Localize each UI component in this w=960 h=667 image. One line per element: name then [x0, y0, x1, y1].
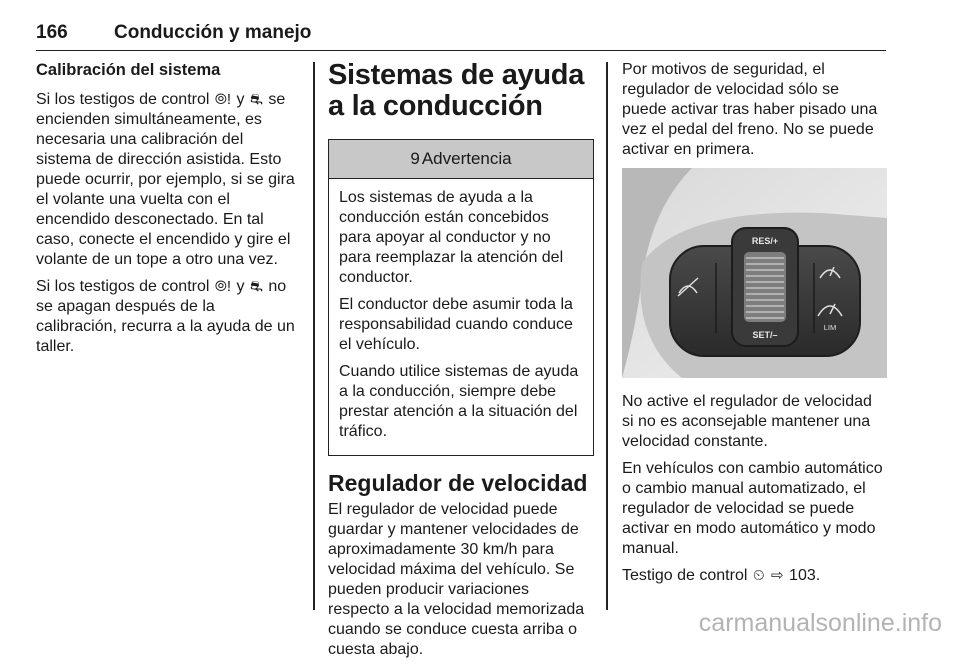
control-light-paragraph: Testigo de control ⏲ ⇨ 103. — [622, 567, 821, 584]
warning-header — [329, 140, 593, 179]
traction-control-icon: ⛐ — [249, 278, 263, 295]
page-number: 166 — [36, 22, 68, 43]
warning-label: Advertencia — [421, 149, 512, 168]
traction-control-icon: ⛐ — [249, 91, 263, 108]
chapter-title: Sistemas de ayuda a la conducción — [328, 59, 585, 122]
automatic-paragraph: En vehículos con cambio automático o cambio manual automatizado, el regulador de velocidad se puede activar en modo automático y modo manual. — [622, 460, 883, 557]
column-middle — [328, 60, 594, 667]
set-label: SET/– — [752, 330, 778, 340]
column-divider — [313, 62, 315, 610]
page-header — [36, 20, 886, 51]
column-divider — [606, 62, 608, 610]
section-title: Conducción y manejo — [114, 22, 312, 43]
steering-wheel-controls-image — [622, 168, 887, 378]
advice-paragraph: No active el regulador de velocidad si no es aconsejable mantener una velocidad constante. — [622, 393, 872, 450]
steering-warning-icon: ⦾! — [214, 278, 232, 295]
steering-warning-icon: ⦾! — [214, 91, 232, 108]
res-label: RES/+ — [751, 236, 779, 246]
warning-paragraph: El conductor debe asumir toda la responsabilidad cuando conduce el vehículo. — [339, 296, 573, 353]
warning-icon: 9 — [410, 149, 420, 168]
safety-paragraph: Por motivos de seguridad, el regulador de velocidad sólo se puede activar tras haber pisado una vez el pedal del freno. No se puede activar en primera. — [622, 61, 878, 158]
warning-body — [329, 179, 593, 455]
cruise-control-heading: Regulador de velocidad — [328, 470, 588, 496]
watermark: carmanualsonline.info — [698, 609, 942, 637]
warning-paragraph: Cuando utilice sistemas de ayuda a la conducción, siempre debe prestar atención a la situación del tráfico. — [339, 363, 579, 440]
cruise-control-paragraph: El regulador de velocidad puede guardar y mantener velocidades de aproximadamente 30 km/h para velocidad máxima del vehículo. Se pueden producir variaciones respecto a la velocidad memorizada cuando se conduce cuesta arriba o cuesta abajo. — [328, 501, 585, 658]
lim-label: LIM — [823, 323, 837, 332]
column-right — [622, 60, 887, 593]
warning-paragraph: Los sistemas de ayuda a la conducción están concebidos para apoyar al conductor y no para reemplazar la atención del conductor. — [339, 189, 564, 286]
calibration-paragraph-2: Si los testigos de control ⦾! y ⛐ no se apagan después de la calibración, recurra a la ayuda de un taller. — [36, 278, 295, 355]
cruise-indicator-icon: ⏲ — [752, 567, 765, 584]
page-reference-icon: ⇨ — [771, 567, 784, 584]
calibration-paragraph-1: Si los testigos de control ⦾! y ⛐ se encienden simultáneamente, es necesaria una calibración del sistema de dirección asistida. Esto puede ocurrir, por ejemplo, si se gira el volante una vuelta con el encendido desconectado. En tal caso, conecte el encendido y gire el volante de un tope a otro una vez. — [36, 91, 295, 268]
column-left — [36, 60, 298, 364]
calibration-heading: Calibración del sistema — [36, 61, 221, 79]
warning-box — [328, 139, 594, 456]
